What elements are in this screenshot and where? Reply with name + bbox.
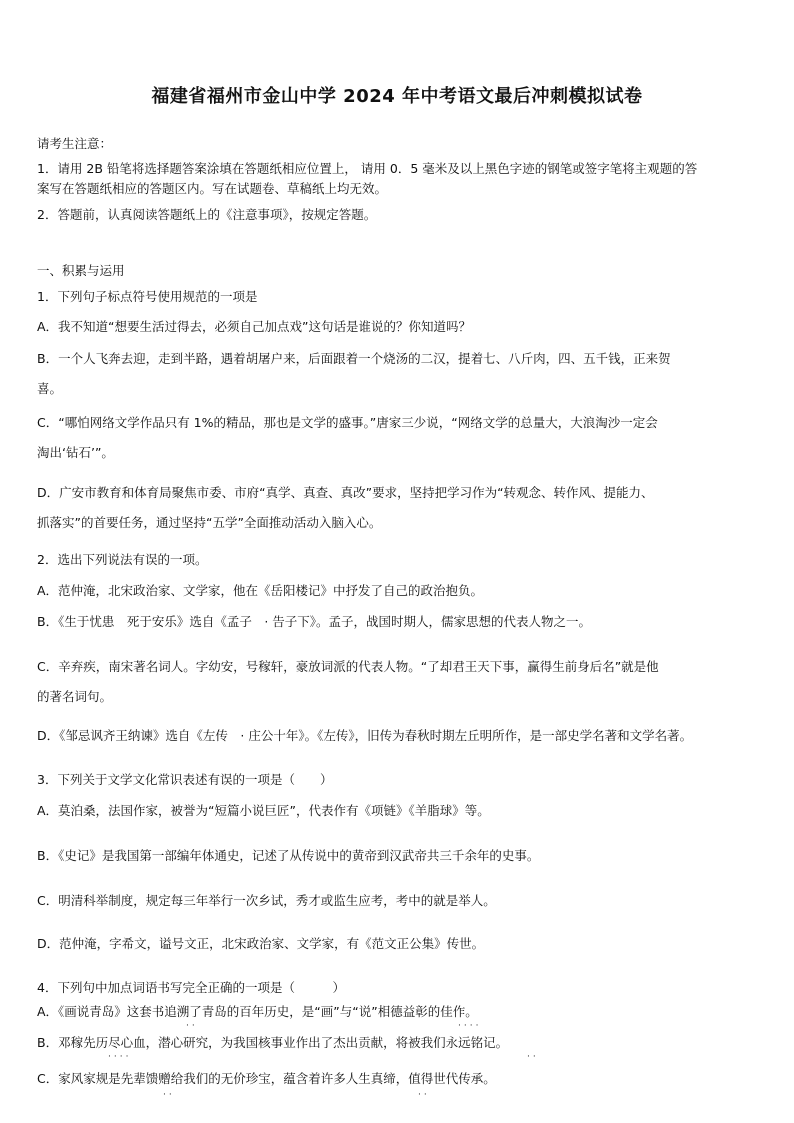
q2-option-d: D．《邹忌讽齐王纳谏》选自《左传 · 庄公十年》。《左传》，旧传为春秋时期左丘明所作，是一部史学名著和文学名著。: [37, 728, 693, 743]
q2-option-b: B．《生于忧患 死于安乐》选自《孟子 · 告子下》。孟子，战国时期人，儒家思想的代表人物之一。: [37, 614, 592, 629]
q1-option-c-line-2: 淘出‘钻石’”。: [37, 445, 114, 460]
q1-option-b-line-1: B．一个人飞奔去迎，走到半路，遇着胡屠户来，后面跟着一个烧汤的二汉，提着七、八斤肉，四、五千钱，正来贺: [37, 351, 671, 366]
q3-option-d: D．范仲淹，字希文，谥号文正，北宋政治家、文学家，有《范文正公集》传世。: [37, 936, 485, 951]
q3-stem: 3．下列关于文学文化常识表述有误的一项是（ ）: [37, 772, 333, 787]
emphasis-dots: ····: [108, 1052, 132, 1062]
q1-option-d-line-2: 抓落实”的首要任务，通过坚持“五学”全面推动活动入脑入心。: [37, 515, 382, 530]
q4-option-c: C．家风家规是先辈馈赠给我们的无价珍宝，蕴含着许多人生真缔，值得世代传承。: [37, 1071, 496, 1086]
q2-option-a: A．范仲淹，北宋政治家、文学家，他在《岳阳楼记》中抒发了自己的政治抱负。: [37, 583, 484, 598]
page-title: 福建省福州市金山中学 2024 年中考语文最后冲刺模拟试卷: [151, 86, 643, 107]
q4-stem: 4．下列句中加点词语书写完全正确的一项是（ ）: [37, 980, 345, 995]
section-heading: 一、积累与运用: [37, 263, 125, 278]
q2-option-c-line-1: C．辛弃疾，南宋著名词人。字幼安，号稼轩，豪放词派的代表人物。“了却君王天下事，赢得生前身后名”就是他: [37, 659, 659, 674]
emphasis-dots: ····: [458, 1021, 482, 1031]
q1-stem: 1．下列句子标点符号使用规范的一项是: [37, 289, 258, 304]
emphasis-dots: ··: [186, 1021, 198, 1031]
emphasis-dots: ··: [418, 1090, 430, 1100]
q4-option-b: B．邓稼先历尽心血，潜心研究，为我国核事业作出了杰出贡献，将被我们永远铭记。: [37, 1035, 509, 1050]
q3-option-c: C．明清科举制度，规定每三年举行一次乡试，秀才或监生应考，考中的就是举人。: [37, 893, 496, 908]
q1-option-d-line-1: D．广安市教育和体育局聚焦市委、市府“真学、真查、真改”要求，坚持把学习作为“转观念、转作风、提能力、: [37, 485, 654, 500]
notice-item-1-line-1: 1．请用 2B 铅笔将选择题答案涂填在答题纸相应位置上， 请用 0．5 毫米及以上黑色字迹的钢笔或签字笔将主观题的答: [37, 161, 698, 176]
notice-heading: 请考生注意：: [37, 136, 113, 151]
notice-item-2: 2．答题前，认真阅读答题纸上的《注意事项》，按规定答题。: [37, 207, 377, 222]
q2-stem: 2．选出下列说法有误的一项。: [37, 552, 208, 567]
notice-item-1-line-2: 案写在答题纸相应的答题区内。写在试题卷、草稿纸上均无效。: [37, 181, 388, 196]
emphasis-dots: ··: [163, 1090, 175, 1100]
q3-option-b: B．《史记》是我国第一部编年体通史，记述了从传说中的黄帝到汉武帝共三千余年的史事。: [37, 848, 540, 863]
emphasis-dots: ··: [527, 1052, 539, 1062]
q4-option-a: A．《画说青岛》这套书追溯了青岛的百年历史，是“画”与“说”相德益彰的佳作。: [37, 1004, 478, 1019]
q3-option-a: A．莫泊桑，法国作家，被誉为“短篇小说巨匠”，代表作有《项链》《羊脂球》等。: [37, 803, 490, 818]
q1-option-b-line-2: 喜。: [37, 381, 63, 396]
q1-option-a: A．我不知道“想要生活过得去，必须自己加点戏”这句话是谁说的？你知道吗？: [37, 319, 472, 334]
q2-option-c-line-2: 的著名词句。: [37, 689, 113, 704]
q1-option-c-line-1: C．“哪怕网络文学作品只有 1%的精品，那也是文学的盛事。”唐家三少说，“网络文学的总量大，大浪淘沙一定会: [37, 415, 658, 430]
